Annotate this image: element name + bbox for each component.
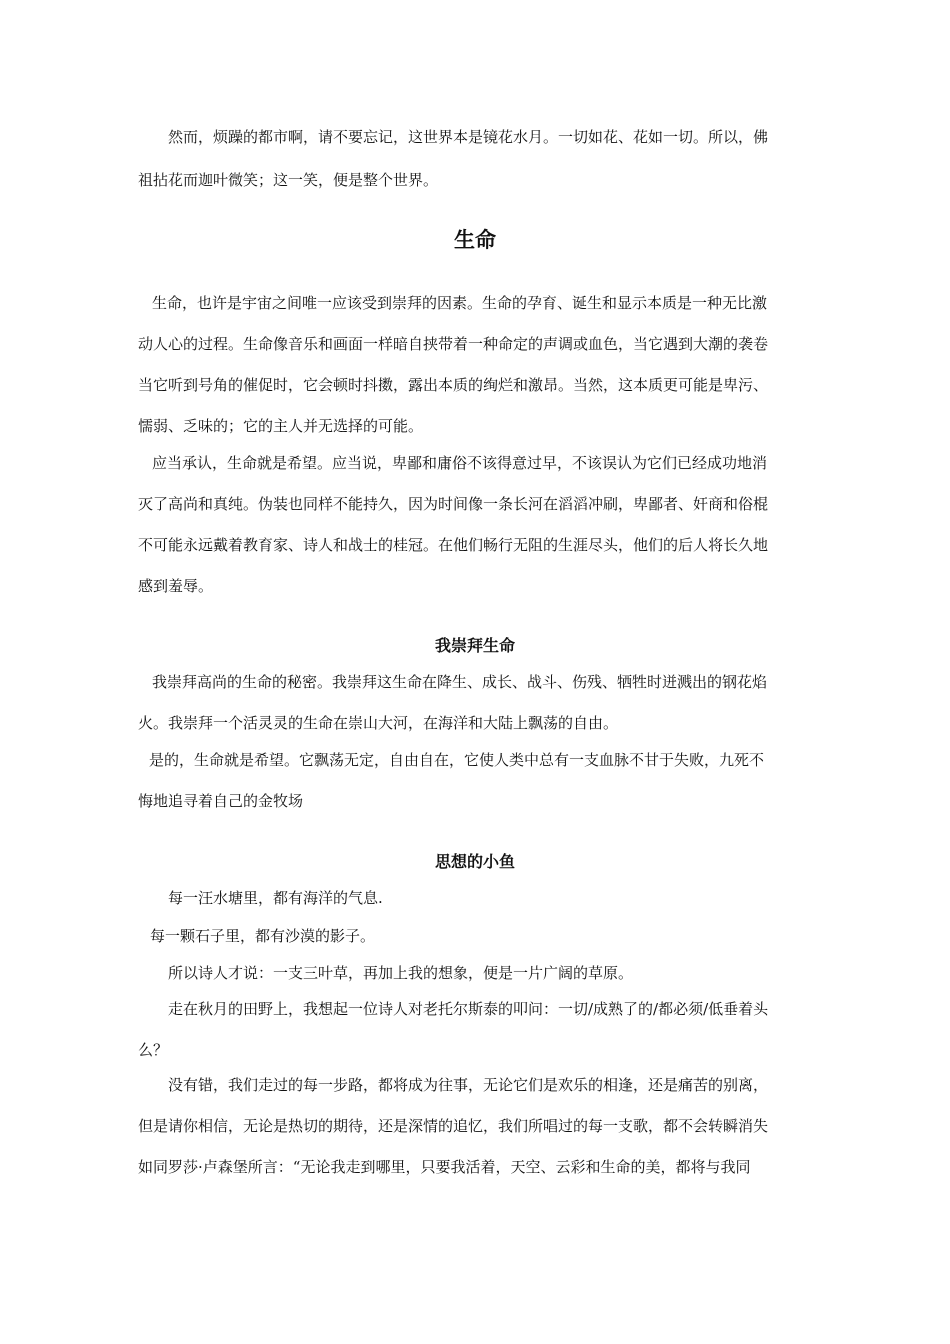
paragraph-line: 走在秋月的田野上，我想起一位诗人对老托尔斯泰的叩问：一切/成熟了的/都必须/低垂着头: [168, 1000, 769, 1018]
section-title-life: 生命: [454, 228, 496, 252]
section-title-fish: 思想的小鱼: [434, 852, 515, 871]
paragraph-line: 但是请你相信，无论是热切的期待，还是深情的追忆，我们所唱过的每一支歌，都不会转瞬消失: [138, 1117, 769, 1135]
paragraph-line: 所以诗人才说：一支三叶草，再加上我的想象，便是一片广阔的草原。: [168, 964, 634, 982]
paragraph-line: 灭了高尚和真纯。伪装也同样不能持久，因为时间像一条长河在滔滔冲刷，卑鄙者、奸商和俗棍: [138, 495, 769, 513]
paragraph-line: 生命，也许是宇宙之间唯一应该受到崇拜的因素。生命的孕育、诞生和显示本质是一种无比激: [152, 294, 768, 312]
paragraph-line: 是的，生命就是希望。它飘荡无定，自由自在，它使人类中总有一支血脉不甘于失败，九死不: [149, 751, 765, 769]
paragraph-line: 悔地追寻着自己的金牧场: [138, 792, 304, 810]
paragraph-line: 当它听到号角的催促时，它会顿时抖擞，露出本质的绚烂和激昂。当然，这本质更可能是卑污、: [138, 376, 769, 394]
paragraph-line: 如同罗莎·卢森堡所言：“无论我走到哪里，只要我活着，天空、云彩和生命的美，都将与我同: [138, 1158, 751, 1176]
paragraph-line: 然而，烦躁的都市啊，请不要忘记，这世界本是镜花水月。一切如花、花如一切。所以，佛: [168, 128, 769, 146]
paragraph-line: 不可能永远戴着教育家、诗人和战士的桂冠。在他们畅行无阻的生涯尽头，他们的后人将长久地: [138, 536, 769, 554]
paragraph-line: 么？: [138, 1041, 169, 1059]
paragraph-line: 懦弱、乏味的；它的主人并无选择的可能。: [138, 417, 424, 435]
paragraph-line: 没有错，我们走过的每一步路，都将成为往事，无论它们是欢乐的相逢，还是痛苦的别离，: [168, 1076, 769, 1094]
paragraph-line: 每一汪水塘里，都有海洋的气息.: [168, 889, 383, 907]
paragraph-line: 我崇拜高尚的生命的秘密。我崇拜这生命在降生、成长、战斗、伤残、牺牲时迸溅出的钢花焰: [152, 673, 768, 691]
paragraph-line: 火。我崇拜一个活灵灵的生命在崇山大河，在海洋和大陆上飘荡的自由。: [138, 714, 619, 732]
paragraph-line: 动人心的过程。生命像音乐和画面一样暗自挟带着一种命定的声调或血色，当它遇到大潮的袭卷: [138, 335, 769, 353]
paragraph-line: 每一颗石子里，都有沙漠的影子。: [150, 927, 376, 945]
paragraph-line: 应当承认，生命就是希望。应当说，卑鄙和庸俗不该得意过早，不该误认为它们已经成功地消: [152, 454, 768, 472]
paragraph-line: 祖拈花而迦叶微笑；这一笑，便是整个世界。: [138, 171, 439, 189]
paragraph-line: 感到羞辱。: [138, 577, 214, 595]
section-title-worship: 我崇拜生命: [434, 636, 515, 655]
